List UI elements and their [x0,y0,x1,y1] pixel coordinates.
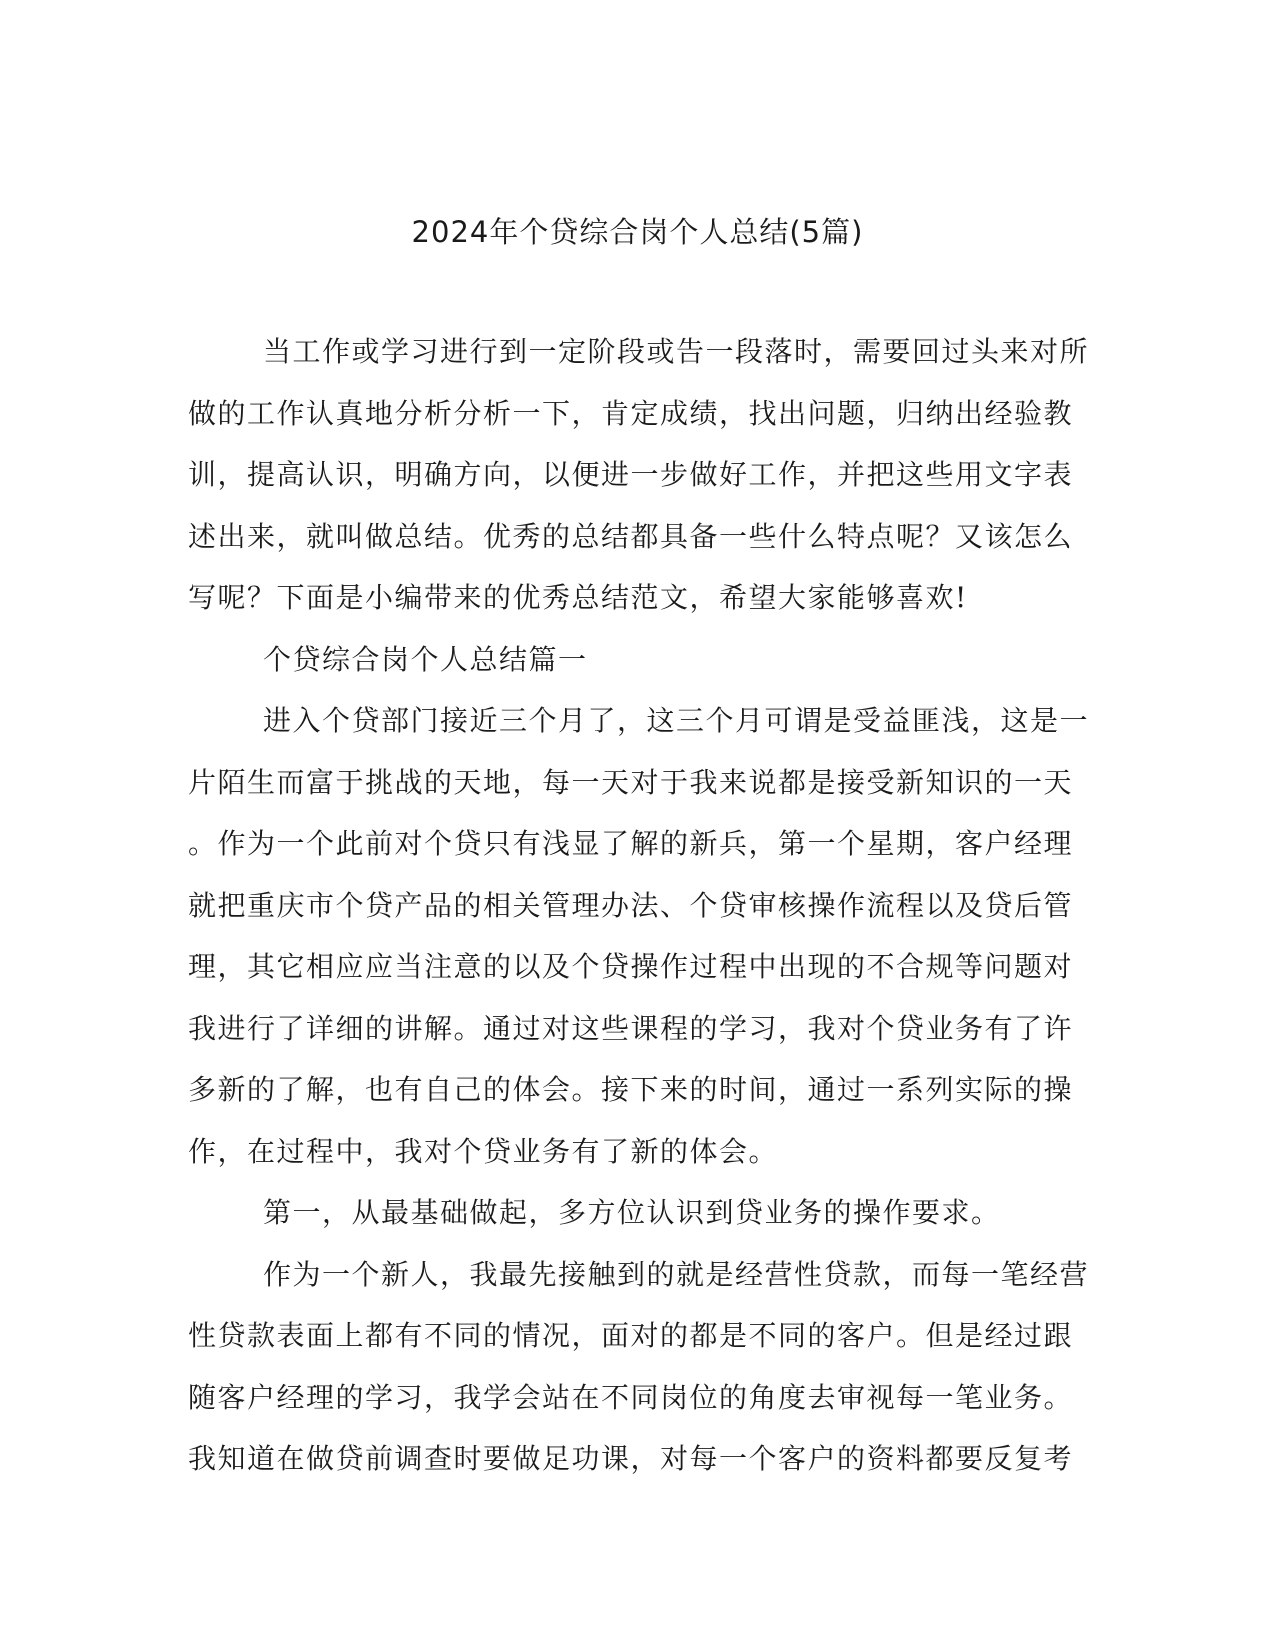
body-line: 作，在过程中，我对个贷业务有了新的体会。 [188,1134,779,1168]
document-body [188,330,1090,1499]
body-line: 性贷款表面上都有不同的情况，面对的都是不同的客户。但是经过跟 [188,1319,1074,1352]
body-line: 个贷综合岗个人总结篇一 [263,642,588,676]
body-line: 。作为一个此前对个贷只有浅显了解的新兵，第一个星期，客户经理 [188,827,1074,860]
body-line: 做的工作认真地分析分析一下，肯定成绩，找出问题，归纳出经验教 [188,396,1074,430]
body-line: 理，其它相应应当注意的以及个贷操作过程中出现的不合规等问题对 [188,950,1074,983]
body-line: 就把重庆市个贷产品的相关管理办法、个贷审核操作流程以及贷后管 [188,888,1074,922]
body-line: 我进行了详细的讲解。通过对这些课程的学习，我对个贷业务有了许 [188,1011,1074,1045]
body-line: 作为一个新人，我最先接触到的就是经营性贷款，而每一笔经营 [263,1257,1090,1291]
body-line: 第一，从最基础做起，多方位认识到贷业务的操作要求。 [263,1196,1001,1229]
body-line: 我知道在做贷前调查时要做足功课，对每一个客户的资料都要反复考 [188,1442,1074,1475]
body-line: 随客户经理的学习，我学会站在不同岗位的角度去审视每一笔业务。 [188,1380,1074,1414]
body-line: 写呢？下面是小编带来的优秀总结范文，希望大家能够喜欢! [188,581,968,614]
body-line: 训，提高认识，明确方向，以便进一步做好工作，并把这些用文字表 [188,458,1074,491]
body-line: 多新的了解，也有自己的体会。接下来的时间，通过一系列实际的操 [188,1073,1074,1106]
document-title: 2024年个贷综合岗个人总结(5篇) [411,215,864,249]
body-line: 当工作或学习进行到一定阶段或告一段落时，需要回过头来对所 [263,335,1090,368]
body-line: 述出来，就叫做总结。优秀的总结都具备一些什么特点呢？又该怎么 [188,519,1074,553]
body-line: 片陌生而富于挑战的天地，每一天对于我来说都是接受新知识的一天 [188,765,1074,799]
body-line: 进入个贷部门接近三个月了，这三个月可谓是受益匪浅，这是一 [263,704,1090,737]
